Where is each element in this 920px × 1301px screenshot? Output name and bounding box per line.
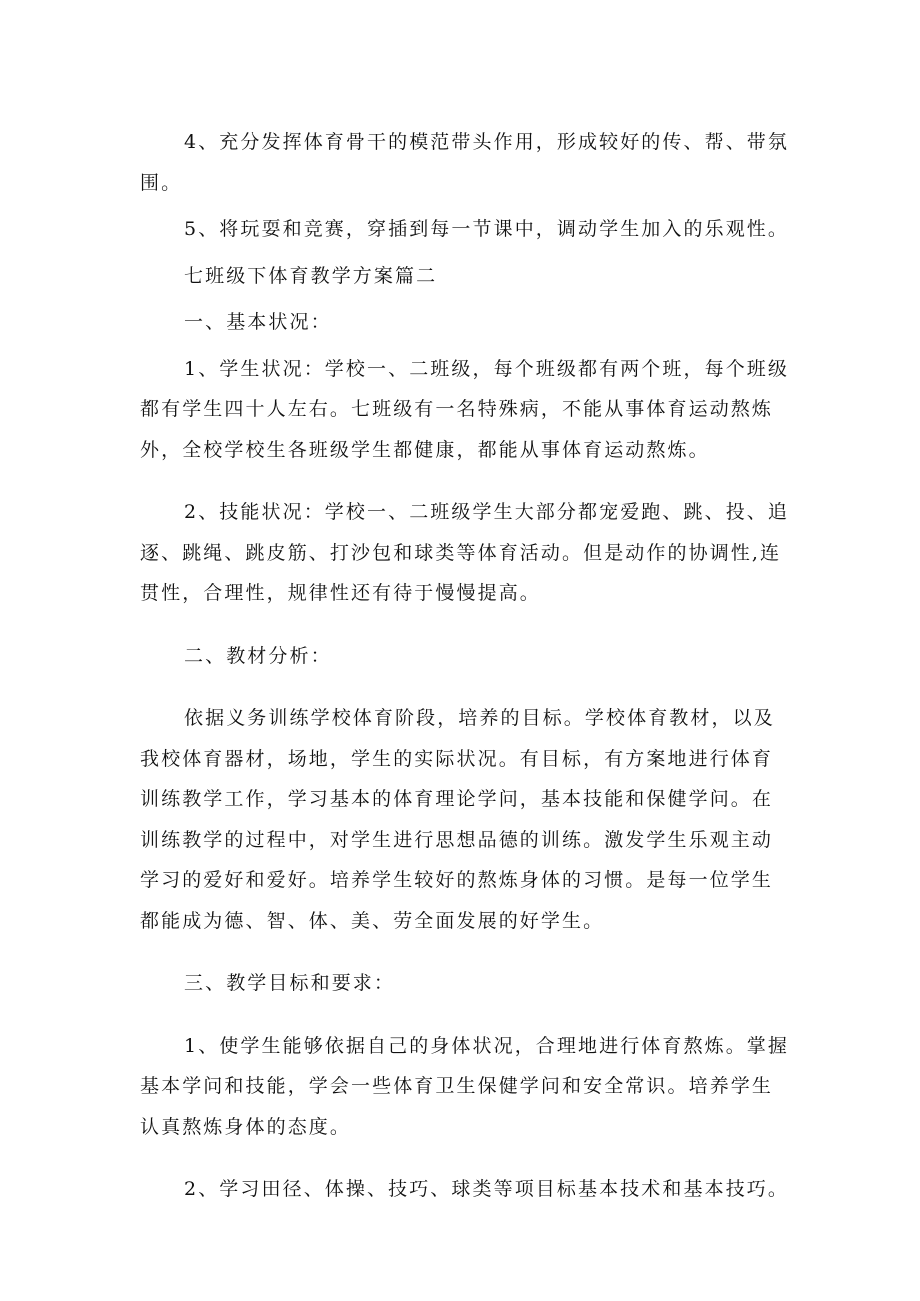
paragraph-goal-1: 1、使学生能够依据自己的身体状况，合理地进行体育熬炼。掌握基本学问和技能，学会一些体育卫生保健学问和安全常识。培养学生认真熬炼身体的态度。 xyxy=(140,1034,789,1138)
paragraph-goal-2: 2、学习田径、体操、技巧、球类等项目标基本技术和基本技巧。 xyxy=(184,1178,789,1200)
paragraph-student-status: 1、学生状况：学校一、二班级，每个班级都有两个班，每个班级都有学生四十人左右。七班级有一名特殊病，不能从事体育运动熬炼外，全校学校生各班级学生都健康，都能从事体育运动熬炼。 xyxy=(140,357,789,461)
heading-goals-requirements: 三、教学目标和要求： xyxy=(184,972,396,994)
paragraph-item-5: 5、将玩耍和竞赛，穿插到每一节课中，调动学生加入的乐观性。 xyxy=(184,218,789,240)
section-title: 七班级下体育教学方案篇二 xyxy=(184,264,438,287)
paragraph-material-analysis: 依据义务训练学校体育阶段，培养的目标。学校体育教材，以及我校体育器材，场地，学生的实际状况。有目标，有方案地进行体育训练教学工作，学习基本的体育理论学问，基本技能和保健学问。在训练教学的过程中，对学生进行思想品德的训练。激发学生乐观主动学习的爱好和爱好。培养学生较好的熬炼身体的习惯。是每一位学生都能成为德、智、体、美、劳全面发展的好学生。 xyxy=(140,707,775,932)
heading-basic-status: 一、基本状况： xyxy=(184,311,332,333)
document-body xyxy=(140,122,792,1232)
heading-material-analysis: 二、教材分析： xyxy=(184,644,332,667)
paragraph-item-4: 4、充分发挥体育骨干的模范带头作用，形成较好的传、帮、带氛围。 xyxy=(140,131,789,194)
paragraph-skill-status: 2、技能状况：学校一、二班级学生大部分都宠爱跑、跳、投、追逐、跳绳、跳皮筋、打沙包和球类等体育活动。但是动作的协调性,连贯性，合理性，规律性还有待于慢慢提高。 xyxy=(140,501,789,604)
